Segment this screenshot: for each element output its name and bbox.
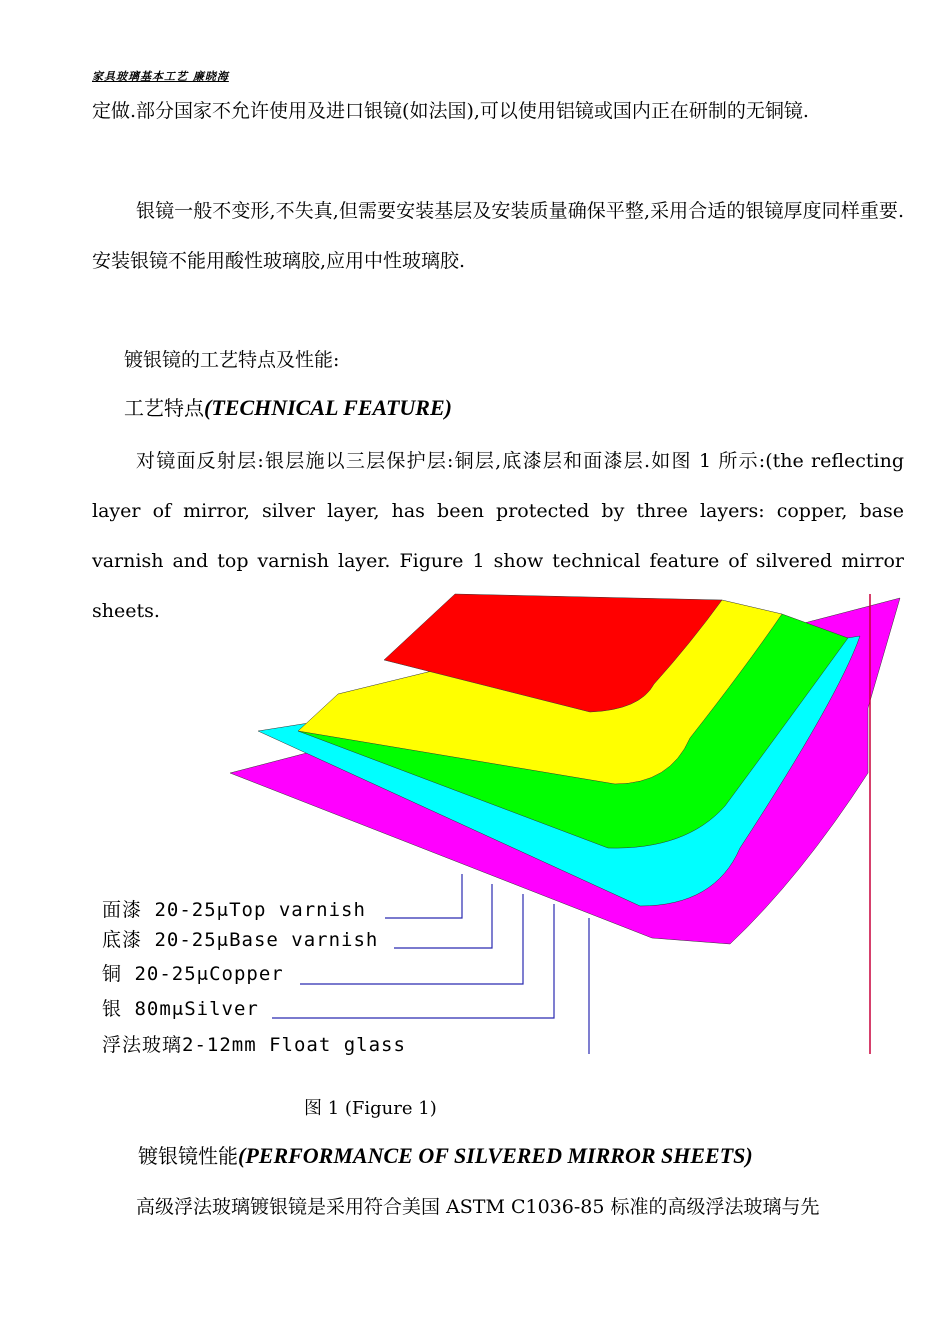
performance-heading [138, 1142, 753, 1170]
label-top-varnish: 面漆 20-25μTop varnish [102, 899, 366, 921]
label-float-glass: 浮法玻璃2-12mm Float glass [102, 1034, 406, 1056]
paragraph-2: 银镜一般不变形,不失真,但需要安装基层及安装质量确保平整,采用合适的银镜厚度同样重要. 安装银镜不能用酸性玻璃胶,应用中性玻璃胶. [92, 200, 904, 272]
leader-base-varnish [394, 884, 492, 948]
paragraph-1: 定做.部分国家不允许使用及进口银镜(如法国),可以使用铝镜或国内正在研制的无铜镜. [92, 100, 809, 122]
label-silver: 银 80mμSilver [102, 998, 259, 1020]
technical-heading-zh: 工艺特点 [124, 396, 204, 420]
label-base-varnish: 底漆 20-25μBase varnish [102, 929, 379, 951]
figure-caption: 图 1 (Figure 1) [304, 1098, 437, 1119]
technical-heading-en: (TECHNICAL FEATURE) [204, 395, 452, 420]
leader-top-varnish [385, 874, 462, 918]
running-header: 家具玻璃基本工艺 廉晓海 [92, 70, 229, 83]
section-intro: 镀银镜的工艺特点及性能: [124, 349, 340, 371]
paragraph-technical: 对镜面反射层:银层施以三层保护层:铜层,底漆层和面漆层.如图 1 所示:(the reflecting layer of mirror, silver layer, has been protected by three layers: copper, base varnish and top varnish layer. Figure 1 show technical feature of silvered mirror sheets. [92, 450, 904, 622]
performance-heading-zh: 镀银镜性能 [138, 1144, 238, 1168]
label-copper: 铜 20-25μCopper [102, 963, 284, 985]
mirror-layers-figure [0, 588, 950, 1068]
paragraph-performance: 高级浮法玻璃镀银镜是采用符合美国 ASTM C1036-85 标准的高级浮法玻璃与先 [136, 1196, 820, 1218]
leader-silver [272, 904, 554, 1018]
technical-feature-heading [124, 394, 452, 422]
performance-heading-en: (PERFORMANCE OF SILVERED MIRROR SHEETS) [238, 1143, 753, 1168]
